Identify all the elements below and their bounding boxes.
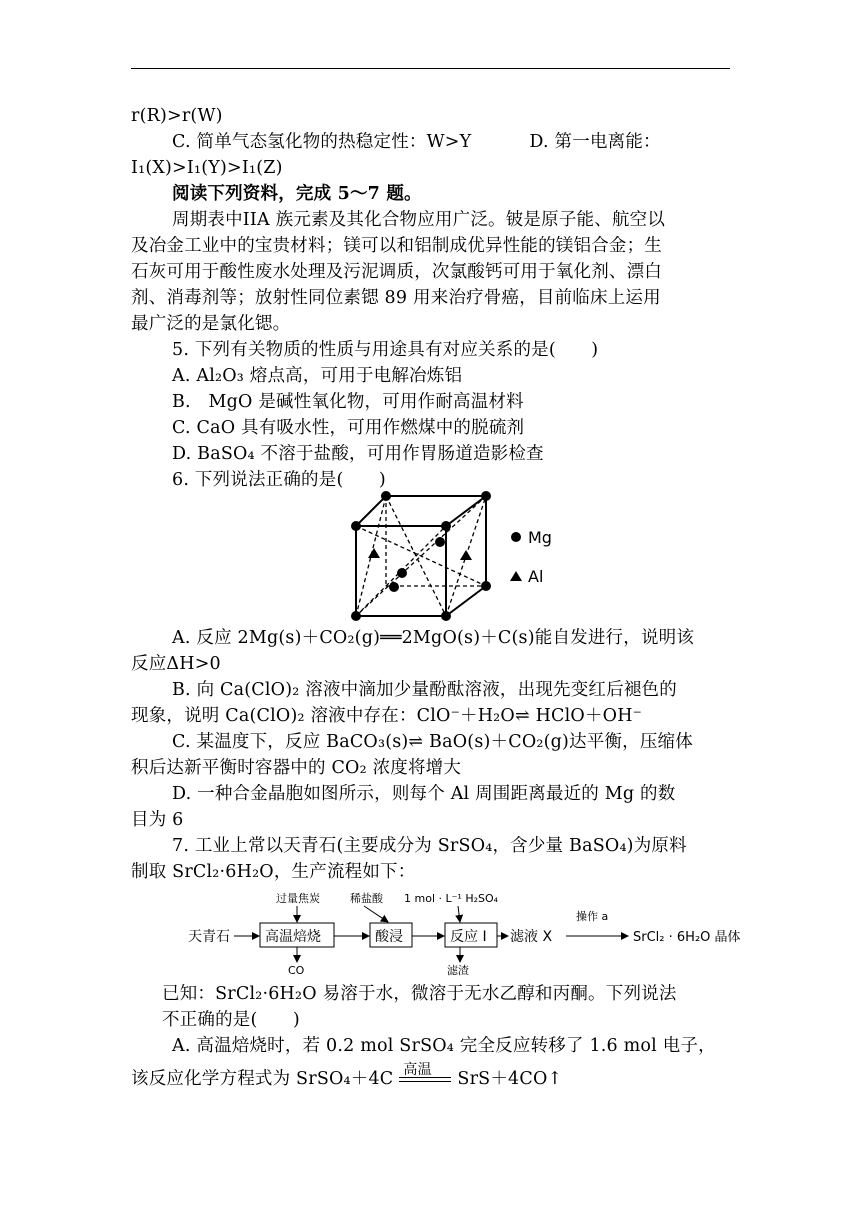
crystal-cell-figure	[340, 486, 570, 626]
option-d: D. 第一电离能：	[529, 132, 661, 152]
process-flow-diagram	[188, 886, 778, 982]
flow-product: SrCl₂ · 6H₂O 晶体	[633, 930, 741, 945]
section-heading: 阅读下列资料，完成 5～7 题。	[172, 184, 422, 204]
q5-option-b: B. MgO 是碱性氧化物，可用作耐高温材料	[172, 392, 524, 412]
flow-start: 天青石	[188, 929, 230, 945]
legend-al-label: Al	[528, 567, 544, 586]
q6-option-d: D. 一种合金晶胞如图所示，则每个 Al 周围距离最近的 Mg 的数	[172, 784, 676, 804]
text-line: 现象，说明 Ca(ClO)₂ 溶液中存在：ClO⁻＋H₂O⇌ HClO＋OH⁻	[131, 706, 643, 726]
option-c: C. 简单气态氢化物的热稳定性：W>Y	[172, 132, 472, 152]
q6-option-c: C. 某温度下，反应 BaCO₃(s)⇌ BaO(s)＋CO₂(g)达平衡，压缩体	[172, 732, 693, 752]
known-info: 已知：SrCl₂·6H₂O 易溶于水，微溶于无水乙醇和丙酮。下列说法	[162, 984, 677, 1004]
legend-mg-label: Mg	[528, 528, 552, 547]
flow-input1: 过量焦炭	[276, 892, 320, 905]
equation-left: 该反应化学方程式为 SrSO₄＋4C	[131, 1069, 394, 1089]
option-c-d	[172, 129, 771, 155]
equation-arrow	[399, 1061, 451, 1085]
flow-filtrate: 滤液 X	[510, 929, 553, 945]
question-7: 7. 工业上常以天青石(主要成分为 SrSO₄，含少量 BaSO₄)为原料	[172, 836, 687, 856]
text-line: r(R)>r(W)	[131, 106, 223, 126]
equation-right: SrS＋4CO↑	[457, 1069, 563, 1089]
flow-operation: 操作 a	[576, 910, 609, 923]
flow-box2-label: 酸浸	[375, 929, 403, 945]
q6-option-b: B. 向 Ca(ClO)₂ 溶液中滴加少量酚酞溶液，出现先变红后褪色的	[172, 680, 677, 700]
text-line: I₁(X)>I₁(Y)>I₁(Z)	[131, 158, 283, 178]
reaction-condition: 高温	[403, 1061, 432, 1078]
paragraph-line: 石灰可用于酸性废水处理及污泥调质，次氯酸钙可用于氧化剂、漂白	[131, 262, 662, 282]
flow-input2: 稀盐酸	[350, 892, 383, 905]
q5-option-a: A. Al₂O₃ 熔点高，可用于电解冶炼铝	[172, 366, 463, 386]
flow-output1: CO	[288, 964, 305, 977]
flow-box3-label: 反应 Ⅰ	[450, 929, 487, 945]
question-5: 5. 下列有关物质的性质与用途具有对应关系的是( )	[172, 340, 599, 360]
text-line: 目为 6	[131, 810, 184, 830]
flow-output3: 滤渣	[447, 964, 469, 977]
q7-option-a: A. 高温焙烧时，若 0.2 mol SrSO₄ 完全反应转移了 1.6 mol 电子，	[172, 1036, 716, 1056]
paragraph-line: 剂、消毒剂等；放射性同位素锶 89 用来治疗骨癌，目前临床上运用	[131, 288, 661, 308]
equation-line	[131, 1061, 730, 1092]
flow-input3: 1 mol · L⁻¹ H₂SO₄	[404, 892, 499, 905]
text-line: 制取 SrCl₂·6H₂O，生产流程如下：	[131, 862, 416, 882]
question-6: 6. 下列说法正确的是( )	[172, 470, 386, 490]
q6-option-a: A. 反应 2Mg(s)＋CO₂(g)══2MgO(s)＋C(s)能自发进行，说明该	[172, 628, 695, 648]
header-rule	[131, 68, 730, 69]
text-line: 反应ΔH>0	[131, 654, 221, 674]
flow-box1-label: 高温焙烧	[265, 929, 321, 945]
text-line: 积后达新平衡时容器中的 CO₂ 浓度将增大	[131, 758, 462, 778]
q5-option-d: D. BaSO₄ 不溶于盐酸，可用作胃肠道造影检查	[172, 444, 544, 464]
q5-option-c: C. CaO 具有吸水性，可用作燃煤中的脱硫剂	[172, 418, 525, 438]
paragraph-line: 及冶金工业中的宝贵材料；镁可以和铝制成优异性能的镁铝合金；生	[131, 236, 662, 256]
paragraph-line: 周期表中IIA 族元素及其化合物应用广泛。铍是原子能、航空以	[172, 210, 666, 230]
paragraph-line: 最广泛的是氯化锶。	[131, 314, 291, 334]
question-7-prompt: 不正确的是( )	[162, 1010, 300, 1030]
